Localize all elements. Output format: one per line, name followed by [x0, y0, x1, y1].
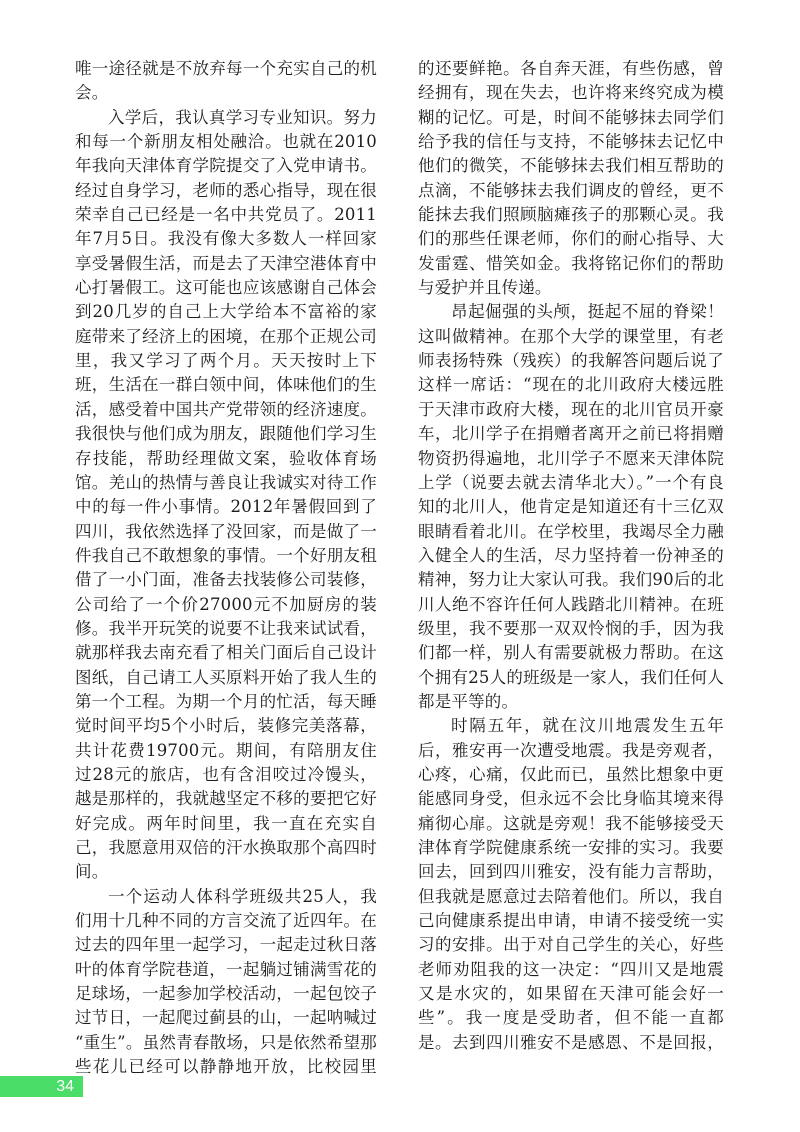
page-number: 34 [56, 1077, 74, 1095]
column-left [75, 57, 377, 1079]
paragraph: 时隔五年，就在汶川地震发生五年后，雅安再一次遭受地震。我是旁观者，心疼，心痛，仅此而已，虽然比想象中更能感同身受，但永远不会比身临其境来得痛彻心扉。这就是旁观！我不能够接受天津体育学院健康系统一安排的实习。我要回去，回到四川雅安，没有能力言帮助，但我就是愿意过去陪着他们。所以，我自己向健康系提出申请，申请不接受统一实习的安排。出于对自己学生的关心，好些老师劝阻我的这一决定：“四川又是地震又是水灾的，如果留在天津可能会好一些”。我一度是受助者，但不能一直都是。去到四川雅安不是感恩、不是回报， [418, 716, 724, 1052]
paragraph: 的还要鲜艳。各自奔天涯，有些伤感，曾经拥有，现在失去，也许将来终究成为模糊的记忆。可是，时间不能够抹去同学们给予我的信任与支持，不能够抹去记忆中他们的微笑，不能够抹去我们相互帮助的点滴，不能够抹去我们调皮的曾经，更不能抹去我们照顾脑瘫孩子的那颗心灵。我们的那些任课老师，你们的耐心指导、大发雷霆、惜笑如金。我将铭记你们的帮助与爱护并且传递。 [418, 59, 724, 298]
page-number-badge [0, 1076, 83, 1097]
paragraph: 唯一途径就是不放弃每一个充实自己的机会。 [75, 59, 377, 103]
paragraph: 一个运动人体科学班级共25人，我们用十几种不同的方言交流了近四年。在过去的四年里一起学习，一起走过秋日落叶的体育学院巷道，一起躺过铺满雪花的足球场，一起参加学校活动，一起包饺子过节日，一起爬过蓟县的山，一起呐喊过“重生”。虽然青春散场，只是依然希望那些花儿已经可以静静地开放，比校园里 [75, 886, 377, 1077]
text-columns [75, 57, 724, 1079]
column-right [418, 57, 724, 1079]
paragraph: 昂起倔强的头颅，挺起不屈的脊梁！这叫做精神。在那个大学的课堂里，有老师表扬特殊（残疾）的我解答问题后说了这样一席话：“现在的北川政府大楼远胜于天津市政府大楼，现在的北川官员开豪车，北川学子在捐赠者离开之前已将捐赠物资扔得遍地，北川学子不愿来天津体院上学（说要去就去清华北大）。”一个有良知的北川人，他肯定是知道还有十三亿双眼睛看着北川。在学校里，我竭尽全力融入健全人的生活，尽力坚持着一份神圣的精神，努力让大家认可我。我们90后的北川人绝不容许任何人践踏北川精神。在班级里，我不要那一双双怜悯的手，因为我们都一样，别人有需要就极力帮助。在这个拥有25人的班级是一家人，我们任何人都是平等的。 [418, 302, 724, 711]
paragraph: 入学后，我认真学习专业知识。努力和每一个新朋友相处融洽。也就在2010年我向天津体育学院提交了入党申请书。经过自身学习，老师的悉心指导，现在很荣幸自己已经是一名中共党员了。2011年7月5日。我没有像大多数人一样回家享受暑假生活，而是去了天津空港体育中心打暑假工。这可能也应该感谢自己体会到20几岁的自己上大学给本不富裕的家庭带来了经济上的困境，在那个正规公司里，我又学习了两个月。天天按时上下班，生活在一群白领中间，体味他们的生活，感受着中国共产党带领的经济速度。我很快与他们成为朋友，跟随他们学习生存技能，帮助经理做文案，验收体育场馆。羌山的热情与善良让我诚实对待工作中的每一件小事情。2012年暑假回到了四川，我依然选择了没回家，而是做了一件我自己不敢想象的事情。一个好朋友租借了一小门面，准备去找装修公司装修，公司给了一个价27000元不加厨房的装修。我半开玩笑的说要不让我来试试看，就那样我去南充看了相关门面后自己设计图纸，自己请工人买原料开始了我人生的第一个工程。为期一个月的忙活，每天睡觉时间平均5个小时后，装修完美落幕，共计花费19700元。期间，有陪朋友住过28元的旅店，也有含泪咬过冷馒头，越是那样的，我就越坚定不移的要把它好好完成。两年时间里，我一直在充实自己，我愿意用双倍的汗水换取那个高四时间。 [75, 107, 377, 882]
